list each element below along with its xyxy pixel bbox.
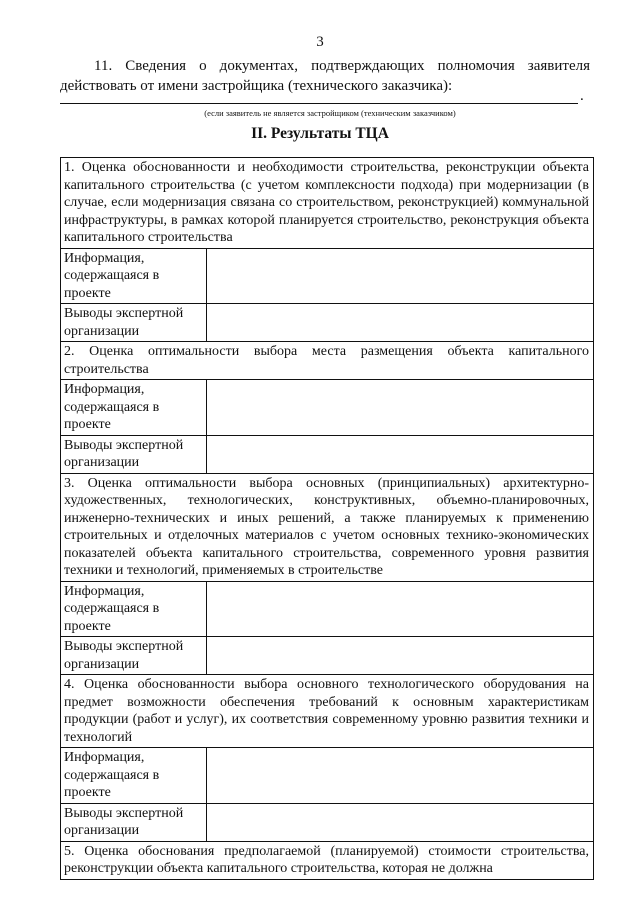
info-value-cell <box>207 380 594 436</box>
block-5-heading: 5. Оценка обоснования предполагаемой (планируемой) стоимости строительства, реконструкции объекта капитального строительства, которая не должна <box>61 841 594 879</box>
info-value-cell <box>207 248 594 304</box>
block-3-heading: 3. Оценка оптимальности выбора основных (принципиальных) архитектурно-художественных, технологических, конструктивных, объемно-планировочных, инженерно-технических и иных решений, а также планируемых к применению строительных и отделочных материалов с учетом основных технико-экономических показателей объекта капитального строительства, современного уровня развития техники и технологий, применяемых в строительстве <box>61 473 594 581</box>
section-title: II. Результаты ТЦА <box>251 125 389 142</box>
table-row <box>61 342 594 380</box>
info-label: Информация, содержащаяся в проекте <box>61 748 207 804</box>
block-2-heading: 2. Оценка оптимальности выбора места размещения объекта капитального строительства <box>61 342 594 380</box>
info-label: Информация, содержащаяся в проекте <box>61 248 207 304</box>
item-11-paragraph <box>60 56 590 96</box>
table-row <box>61 435 594 473</box>
block-1-heading: 1. Оценка обоснованности и необходимости строительства, реконструкции объекта капитального строительства (с учетом комплексности подхода) при модернизации (в случае, если модернизация связана со строительством, реконструкцией) коммунальной инфраструктуры, в рамках которой планируется строительство, реконструкция объекта капитального строительства <box>61 158 594 249</box>
results-table <box>60 157 594 880</box>
conclusions-label: Выводы экспертной организации <box>61 637 207 675</box>
table-row <box>61 581 594 637</box>
fill-in-note: (если заявитель не является застройщиком (техническим заказчиком) <box>204 108 456 118</box>
conclusions-value-cell <box>207 637 594 675</box>
item-11-text: 11. Сведения о документах, подтверждающих полномочия заявителя действовать от имени застройщика (технического заказчика): <box>60 58 590 94</box>
conclusions-label: Выводы экспертной организации <box>61 435 207 473</box>
fill-in-line <box>60 103 578 104</box>
table-row <box>61 841 594 879</box>
table-row <box>61 637 594 675</box>
table-row <box>61 473 594 581</box>
table-row <box>61 304 594 342</box>
conclusions-label: Выводы экспертной организации <box>61 304 207 342</box>
conclusions-value-cell <box>207 304 594 342</box>
info-value-cell <box>207 581 594 637</box>
conclusions-value-cell <box>207 435 594 473</box>
block-4-heading: 4. Оценка обоснованности выбора основного технологического оборудования на предмет возможности обеспечения требований к основным характеристикам продукции (работ и услуг), их соответствия современному уровню развития техники и технологий <box>61 675 594 748</box>
table-row <box>61 248 594 304</box>
table-row <box>61 380 594 436</box>
conclusions-label: Выводы экспертной организации <box>61 803 207 841</box>
table-row <box>61 803 594 841</box>
info-label: Информация, содержащаяся в проекте <box>61 581 207 637</box>
info-label: Информация, содержащаяся в проекте <box>61 380 207 436</box>
table-row <box>61 748 594 804</box>
fill-in-line-dot: . <box>580 88 584 104</box>
table-row <box>61 675 594 748</box>
info-value-cell <box>207 748 594 804</box>
conclusions-value-cell <box>207 803 594 841</box>
page-number: 3 <box>316 34 324 50</box>
table-row <box>61 158 594 249</box>
